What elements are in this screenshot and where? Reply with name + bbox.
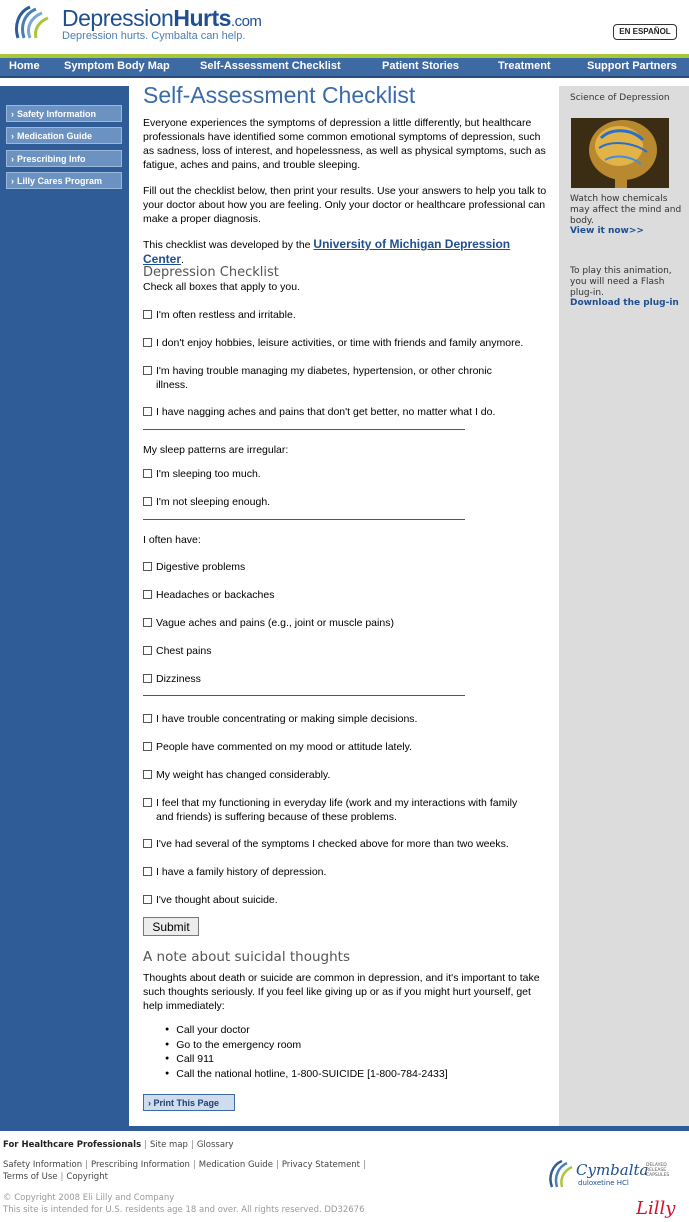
instructions-paragraph: Fill out the checklist below, then print your results. Use your answers to help you talk to your doctor about how you are feeling. Only your doctor or healthcare professional can make a proper diagnosis. [143, 185, 547, 225]
nav-treatment[interactable]: Treatment [498, 60, 551, 72]
sidebar-item-medication-guide[interactable] [6, 127, 122, 144]
checkbox[interactable] [143, 310, 152, 319]
intro-paragraph: Everyone experiences the symptoms of depression a little differently, but healthcare professionals have identified some common emotional symptoms of depression, such as sadness, loss of interest, and hopelessness, as well as physical symptoms, such as fatigue, aches and pains, and trouble sleeping. [143, 117, 546, 171]
cymbalta-word: Cymbalta [576, 1161, 649, 1179]
checkbox[interactable] [143, 469, 152, 478]
checklist-item-label: People have commented on my mood or attitude lately. [156, 741, 413, 753]
umich-depression-center-link[interactable]: University of Michigan Depression Center [143, 237, 511, 266]
sidebar-item-prescribing-info[interactable] [6, 150, 122, 167]
espanol-button[interactable]: EN ESPAÑOL [613, 24, 677, 40]
sidebar-item-safety-information[interactable] [6, 105, 122, 122]
checklist-item-label: I have trouble concentrating or making simple decisions. [156, 713, 418, 725]
checklist-item[interactable] [143, 405, 551, 419]
checkbox[interactable] [143, 407, 152, 416]
checklist-item[interactable] [143, 893, 551, 907]
nav-self-assessment-checklist[interactable]: Self-Assessment Checklist [200, 60, 341, 72]
checklist-item[interactable] [143, 865, 551, 879]
science-title: Science of Depression [570, 93, 670, 103]
checklist-item-label: I have nagging aches and pains that don't get better, no matter what I do. [156, 406, 496, 418]
checklist-item[interactable] [143, 768, 551, 782]
main-nav [0, 58, 689, 78]
checklist-item-label: I'm sleeping too much. [156, 468, 261, 480]
footer-link[interactable]: Copyright [66, 1172, 108, 1182]
sidebar-item-label: Medication Guide [17, 131, 93, 141]
print-page-label: Print This Page [153, 1098, 220, 1108]
flash-notice: To play this animation, you will need a Flash plug-in. [570, 266, 672, 298]
chevron-right-icon: › [11, 131, 14, 141]
checklist-item-label: Digestive problems [156, 561, 246, 573]
developed-by-suffix: . [181, 254, 184, 266]
nav-home[interactable]: Home [9, 60, 40, 72]
sidebar-item-label: Lilly Cares Program [17, 176, 103, 186]
footer-glossary-link[interactable]: Glossary [196, 1140, 234, 1150]
help-list [165, 1023, 448, 1081]
site-header [0, 0, 689, 54]
lilly-logo: Lilly [636, 1198, 676, 1219]
checklist-item-label: I've thought about suicide. [156, 894, 278, 906]
nav-patient-stories[interactable]: Patient Stories [382, 60, 460, 72]
submit-button[interactable]: Submit [143, 917, 199, 936]
checkbox[interactable] [143, 770, 152, 779]
disclaimer-text: This site is intended for U.S. residents age 18 and over. All rights reserved. DD32676 [3, 1205, 365, 1215]
checkbox[interactable] [143, 646, 152, 655]
developed-by [143, 237, 551, 267]
checklist-item[interactable] [143, 740, 551, 754]
checklist-item-label: Dizziness [156, 673, 201, 685]
cymbalta-swirl-icon [548, 1159, 574, 1189]
footer-link[interactable]: Privacy Statement [281, 1160, 361, 1170]
footer-link[interactable]: Safety Information [3, 1160, 83, 1170]
list-item: ● Call the national hotline, 1-800-SUICIDE [1-800-784-2433] [165, 1067, 448, 1082]
checklist-item[interactable] [143, 588, 551, 602]
footer-link[interactable]: Medication Guide [198, 1160, 273, 1170]
checklist-item[interactable] [143, 560, 551, 574]
checklist-item[interactable] [143, 672, 551, 686]
checklist-item-label: Chest pains [156, 645, 212, 657]
science-caption: Watch how chemicals may affect the mind and body. [570, 194, 682, 226]
checklist-item[interactable] [143, 796, 551, 824]
chevron-right-icon: › [11, 154, 14, 164]
footer-link[interactable]: Terms of Use [3, 1172, 58, 1182]
checklist-item-label: I've had several of the symptoms I checked above for more than two weeks. [156, 838, 509, 850]
list-item: ● Call 911 [165, 1052, 448, 1067]
cymbalta-capsule-note: DELAYED RELEASE CAPSULES [646, 1163, 670, 1178]
nav-symptom-body-map[interactable]: Symptom Body Map [64, 60, 170, 72]
sidebar-item-lilly-cares-program[interactable] [6, 172, 122, 189]
checklist-item-label: I'm having trouble managing my diabetes, hypertension, or other chronic illness. [156, 365, 492, 391]
section-divider [143, 695, 465, 696]
sleep-label: My sleep patterns are irregular: [143, 444, 289, 456]
checkbox[interactable] [143, 714, 152, 723]
checkbox[interactable] [143, 366, 152, 375]
site-brand[interactable] [62, 5, 261, 32]
checklist-item-label: Headaches or backaches [156, 589, 275, 601]
site-tagline: Depression hurts. Cymbalta can help. [62, 30, 246, 42]
checkbox[interactable] [143, 562, 152, 571]
left-sidebar [0, 86, 129, 1126]
checklist-item[interactable] [143, 467, 551, 481]
checkbox[interactable] [143, 798, 152, 807]
checkbox[interactable] [143, 867, 152, 876]
brand-light-text: Depression [62, 5, 174, 31]
suicide-note-text: Thoughts about death or suicide are common in depression, and it's important to take such thoughts seriously. If you feel like giving up or as if you might hurt yourself, get help immediately: [143, 972, 540, 1012]
checklist-item-label: I have a family history of depression. [156, 866, 327, 878]
sidebar-item-label: Safety Information [17, 109, 97, 119]
cymbalta-generic-name: duloxetine HCl [578, 1179, 629, 1187]
print-page-button[interactable] [143, 1094, 235, 1111]
section-divider [143, 519, 465, 520]
page-title: Self-Assessment Checklist [143, 82, 416, 108]
checkbox[interactable] [143, 338, 152, 347]
checklist-item[interactable] [143, 712, 551, 726]
checklist-item-label: I feel that my functioning in everyday life (work and my interactions with family and friends) is suffering because of these problems. [156, 797, 518, 823]
checkbox[interactable] [143, 497, 152, 506]
checkbox[interactable] [143, 839, 152, 848]
checklist-item[interactable] [143, 336, 551, 350]
checklist-item[interactable] [143, 308, 551, 322]
checkbox[interactable] [143, 742, 152, 751]
list-item: ● Call your doctor [165, 1023, 448, 1038]
checkbox[interactable] [143, 618, 152, 627]
check-all-instruction: Check all boxes that apply to you. [143, 281, 301, 293]
suicide-note-heading: A note about suicidal thoughts [143, 949, 350, 965]
swirl-logo-icon[interactable] [12, 4, 52, 42]
checkbox[interactable] [143, 895, 152, 904]
checklist-item-label: I'm not sleeping enough. [156, 496, 271, 508]
checklist-item-label: I don't enjoy hobbies, leisure activities, or time with friends and family anymore. [156, 337, 524, 349]
site-footer: For Healthcare Professionals | Site map | Glossary Safety Information | Prescribing Information | Medication Guide | Privacy Statement | Terms of Use | Copyright © Copyright 2008 Eli Lilly and Company This site is intended for U.S. residents age 18 and over. All rights reserved. DD32676 Cymbalta duloxetine HCl DELAYED RELEASE CAPSULES Lilly [0, 1131, 689, 1222]
chevron-right-icon: › [11, 109, 14, 119]
brand-suffix-text: .com [230, 13, 262, 30]
checklist-item[interactable] [143, 364, 551, 392]
checklist-item[interactable] [143, 837, 551, 851]
checklist-item-label: I'm often restless and irritable. [156, 309, 296, 321]
chevron-right-icon: › [11, 176, 14, 186]
checkbox[interactable] [143, 590, 152, 599]
checklist-item-label: My weight has changed considerably. [156, 769, 331, 781]
section-divider [143, 429, 465, 430]
checkbox[interactable] [143, 674, 152, 683]
brand-bold-text: Hurts [173, 5, 231, 31]
often-have-label: I often have: [143, 534, 201, 546]
footer-sitemap-link[interactable]: Site map [150, 1140, 188, 1150]
right-column [559, 86, 689, 1126]
cymbalta-logo [548, 1159, 678, 1193]
view-it-now-link[interactable]: View it now>> [570, 226, 644, 236]
footer-link[interactable]: Prescribing Information [90, 1160, 190, 1170]
checklist-item-label: Vague aches and pains (e.g., joint or muscle pains) [156, 617, 394, 629]
checklist-item[interactable] [143, 495, 551, 509]
checklist-item[interactable] [143, 644, 551, 658]
brain-animation-thumbnail[interactable] [571, 118, 669, 188]
checklist-heading: Depression Checklist [143, 265, 279, 280]
developed-by-text: This checklist was developed by the [143, 239, 314, 251]
list-item: ● Go to the emergency room [165, 1038, 448, 1053]
sidebar-item-label: Prescribing Info [17, 154, 86, 164]
nav-support-partners[interactable]: Support Partners [587, 60, 677, 72]
chevron-right-icon: › [148, 1098, 154, 1108]
footer-hcp-link[interactable]: For Healthcare Professionals [3, 1140, 142, 1150]
copyright-text: © Copyright 2008 Eli Lilly and Company [3, 1193, 175, 1203]
checklist-item[interactable] [143, 616, 551, 630]
download-plugin-link[interactable]: Download the plug-in [570, 298, 679, 308]
